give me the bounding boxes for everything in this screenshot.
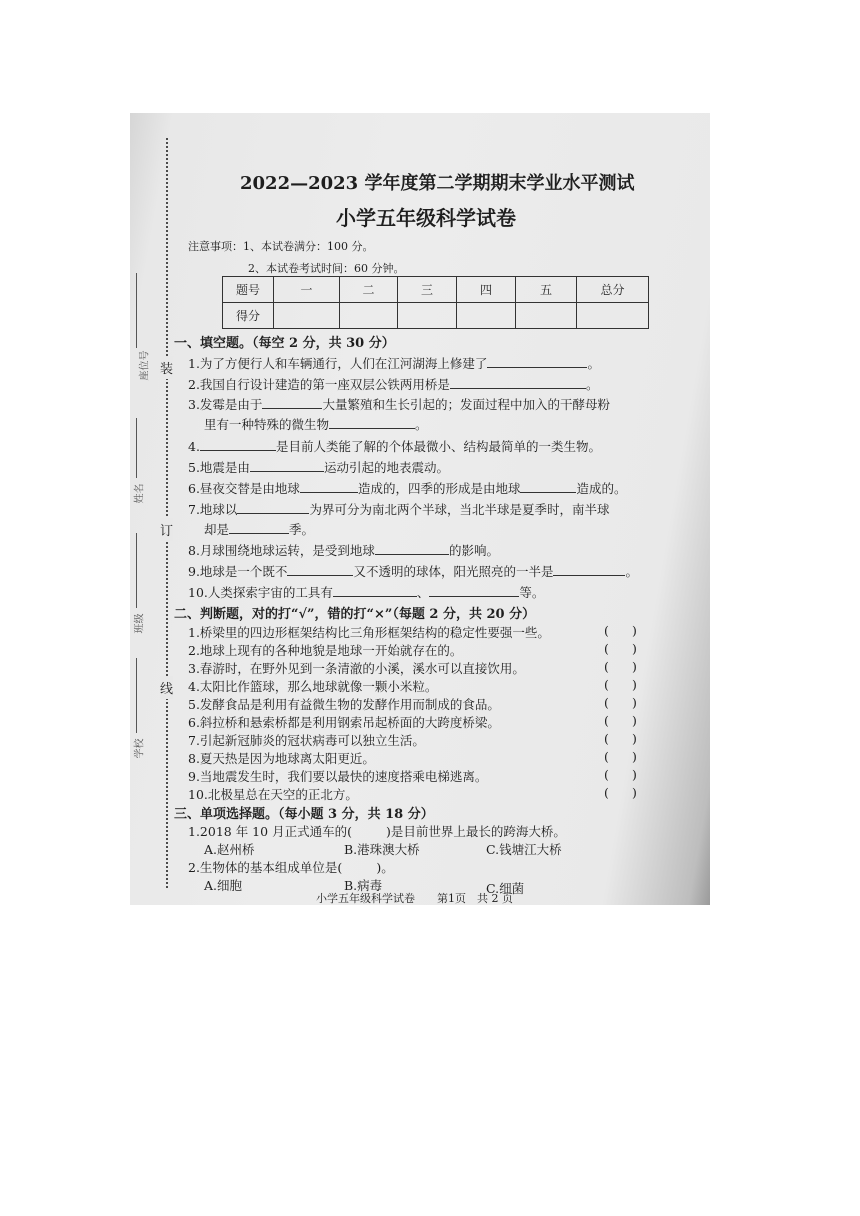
- section1-heading: 一、填空题。（每空 2 分，共 30 分）: [174, 336, 395, 351]
- page-footer: 小学五年级科学试卷 第1页 共 2 页: [316, 892, 513, 905]
- score-table-header-row: [223, 277, 649, 303]
- score-cell[interactable]: [274, 303, 340, 329]
- answer-blank[interactable]: [429, 585, 519, 597]
- choice-option-b[interactable]: B.港珠澳大桥: [344, 842, 420, 857]
- judge-question-10: 10.北极星总在天空的正北方。: [188, 787, 358, 802]
- score-cell[interactable]: [516, 303, 577, 329]
- judge-question-6: 6.斜拉桥和悬索桥都是利用钢索吊起桥面的大跨度桥梁。: [188, 715, 500, 730]
- notes-line-1: 注意事项：1、本试卷满分：100 分。: [188, 240, 374, 253]
- judge-question-9: 9.当地震发生时，我们要以最快的速度搭乘电梯逃离。: [188, 769, 488, 784]
- answer-parentheses[interactable]: ( ): [604, 677, 637, 692]
- answer-blank[interactable]: [520, 481, 576, 493]
- score-header-cell: 四: [457, 277, 516, 303]
- notes-line-2: 2、本试卷考试时间：60 分钟。: [248, 262, 405, 275]
- fill-question-3-cont: 里有一种特殊的微生物 。: [204, 417, 428, 432]
- score-table-score-row: [223, 303, 649, 329]
- fill-question-1: 1.为了方便行人和车辆通行，人们在江河湖海上修建了 。: [188, 356, 600, 371]
- judge-question-5: 5.发酵食品是利用有益微生物的发酵作用而制成的食品。: [188, 697, 500, 712]
- answer-parentheses[interactable]: ( ): [604, 713, 637, 728]
- score-table: [222, 276, 649, 329]
- fill-question-3: 3.发霉是由于 大量繁殖和生长引起的；发面过程中加入的干酵母粉: [188, 397, 610, 412]
- section2-heading: 二、判断题，对的打“√”，错的打“×”（每题 2 分，共 20 分）: [174, 607, 536, 622]
- judge-question-7: 7.引起新冠肺炎的冠状病毒可以独立生活。: [188, 733, 425, 748]
- answer-blank[interactable]: [375, 543, 449, 555]
- judge-question-1: 1.桥梁里的四边形框架结构比三角形框架结构的稳定性要强一些。: [188, 625, 550, 640]
- binding-mark-xian: 线: [160, 676, 173, 699]
- answer-blank[interactable]: [450, 377, 586, 389]
- fill-question-7-cont: 却是 季。: [204, 522, 315, 537]
- answer-blank[interactable]: [553, 564, 625, 576]
- score-header-cell: 一: [274, 277, 340, 303]
- exam-title: 2022—2023 学年度第二学期期末学业水平测试: [240, 173, 635, 194]
- fill-question-5: 5.地震是由 运动引起的地表震动。: [188, 460, 449, 475]
- fill-question-4: 4. 是目前人类能了解的个体最微小、结构最简单的一类生物。: [188, 439, 601, 454]
- answer-parentheses[interactable]: ( ): [604, 731, 637, 746]
- answer-blank[interactable]: [200, 439, 276, 451]
- choice-question-1: 1.2018 年 10 月正式通车的( )是目前世界上最长的跨海大桥。: [188, 824, 566, 839]
- judge-question-8: 8.夏天热是因为地球离太阳更近。: [188, 751, 375, 766]
- class-label: 班级: [134, 613, 146, 634]
- score-cell[interactable]: [340, 303, 398, 329]
- exam-subtitle: 小学五年级科学试卷: [336, 206, 516, 230]
- name-line: [136, 418, 137, 478]
- answer-blank[interactable]: [287, 564, 353, 576]
- score-cell[interactable]: [398, 303, 457, 329]
- judge-question-4: 4.太阳比作篮球，那么地球就像一颗小米粒。: [188, 679, 438, 694]
- score-cell[interactable]: [577, 303, 649, 329]
- answer-parentheses[interactable]: ( ): [604, 623, 637, 638]
- binding-mark-zhuang: 装: [160, 356, 173, 379]
- binding-dotted-line: [166, 138, 168, 888]
- answer-blank[interactable]: [262, 397, 322, 409]
- name-label: 姓名: [134, 483, 146, 504]
- seat-number-label: 座位号: [139, 350, 151, 381]
- answer-parentheses[interactable]: ( ): [604, 749, 637, 764]
- answer-parentheses[interactable]: ( ): [604, 785, 637, 800]
- answer-blank[interactable]: [329, 417, 415, 429]
- score-header-cell: 二: [340, 277, 398, 303]
- answer-parentheses[interactable]: ( ): [604, 695, 637, 710]
- class-line: [136, 533, 137, 608]
- choice-option-c[interactable]: C.细菌: [486, 881, 525, 896]
- choice-option-c[interactable]: C.钱塘江大桥: [486, 842, 562, 857]
- fill-question-6: 6.昼夜交替是由地球 造成的，四季的形成是由地球 造成的。: [188, 481, 627, 496]
- choice-option-a[interactable]: A.细胞: [204, 878, 243, 893]
- answer-blank[interactable]: [237, 502, 309, 514]
- answer-blank[interactable]: [250, 460, 324, 472]
- answer-blank[interactable]: [300, 481, 358, 493]
- fill-question-7: 7.地球以 为界可分为南北两个半球，当北半球是夏季时，南半球: [188, 502, 610, 517]
- answer-parentheses[interactable]: ( ): [604, 641, 637, 656]
- score-cell[interactable]: [457, 303, 516, 329]
- judge-question-2: 2.地球上现有的各种地貌是地球一开始就存在的。: [188, 643, 463, 658]
- fill-question-10: 10.人类探索宇宙的工具有 、 等。: [188, 585, 545, 600]
- answer-blank[interactable]: [229, 522, 289, 534]
- answer-parentheses[interactable]: ( ): [604, 767, 637, 782]
- school-label: 学校: [134, 738, 146, 759]
- choice-question-2: 2.生物体的基本组成单位是( )。: [188, 860, 394, 875]
- exam-paper-photo: [130, 113, 710, 905]
- score-header-cell: 三: [398, 277, 457, 303]
- answer-blank[interactable]: [487, 356, 587, 368]
- binding-mark-ding: 订: [160, 518, 173, 541]
- score-header-cell: 总分: [577, 277, 649, 303]
- choice-option-a[interactable]: A.赵州桥: [204, 842, 255, 857]
- answer-blank[interactable]: [333, 585, 417, 597]
- choice-option-b[interactable]: B.病毒: [344, 878, 383, 893]
- fill-question-9: 9.地球是一个既不 又不透明的球体，阳光照亮的一半是 。: [188, 564, 638, 579]
- school-line: [136, 658, 137, 733]
- judge-question-3: 3.春游时，在野外见到一条清澈的小溪，溪水可以直接饮用。: [188, 661, 525, 676]
- answer-parentheses[interactable]: ( ): [604, 659, 637, 674]
- seat-number-line: [136, 273, 137, 348]
- score-header-cell: 题号: [223, 277, 274, 303]
- fill-question-2: 2.我国自行设计建造的第一座双层公铁两用桥是 。: [188, 377, 599, 392]
- score-row-label: 得分: [223, 303, 274, 329]
- section3-heading: 三、单项选择题。（每小题 3 分，共 18 分）: [174, 807, 434, 822]
- fill-question-8: 8.月球围绕地球运转，是受到地球 的影响。: [188, 543, 499, 558]
- score-header-cell: 五: [516, 277, 577, 303]
